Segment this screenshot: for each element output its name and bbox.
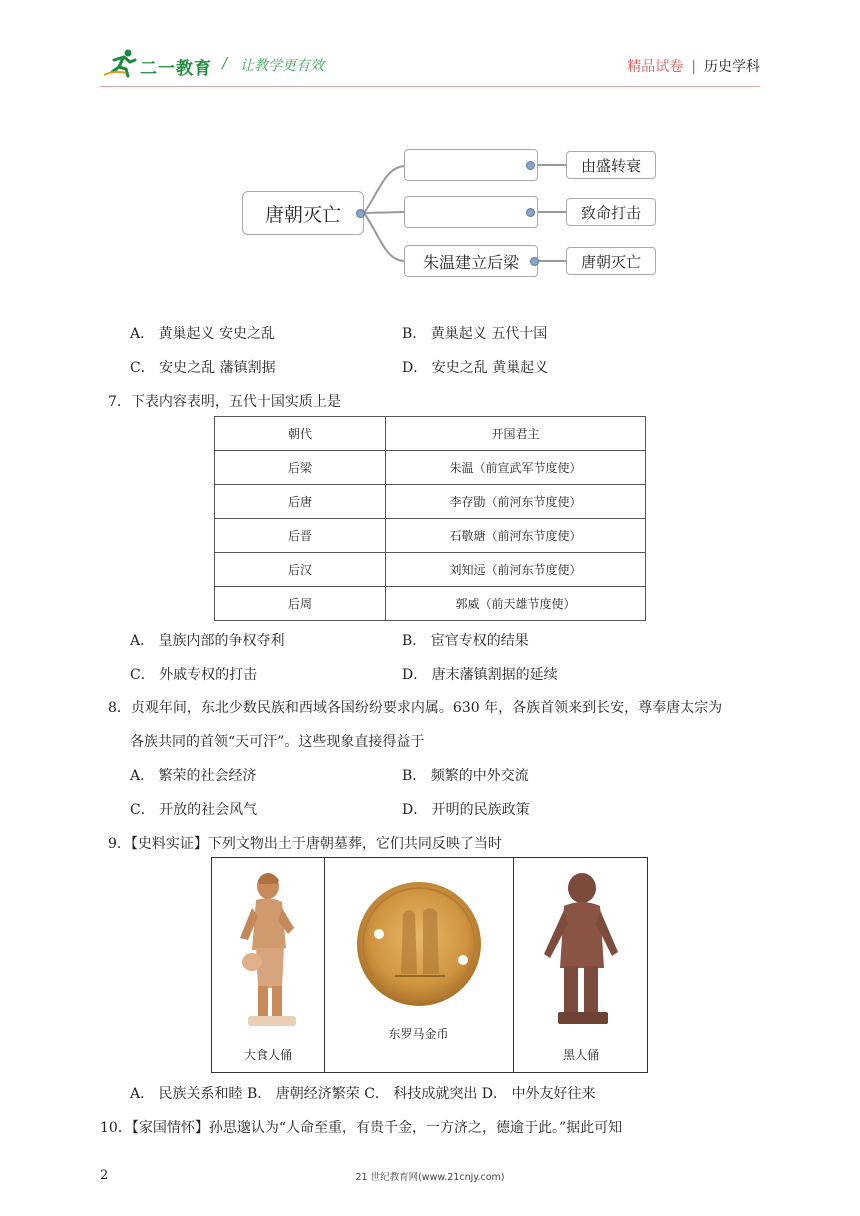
table-header-row	[215, 417, 646, 451]
artifact-caption: 大食人俑	[243, 1048, 292, 1062]
table-cell: 后唐	[215, 485, 386, 519]
q8-option-b: B． 频繁的中外交流	[402, 768, 529, 784]
artifact-panel	[211, 857, 648, 1073]
q9-stem: 9．【史料实证】下列文物出土于唐朝墓葬，它们共同反映了当时	[108, 836, 502, 852]
q6-option-d: D． 安史之乱 黄巢起义	[402, 360, 549, 376]
q8-stem-line2: 各族共同的首领“天可汗”。这些现象直接得益于	[130, 734, 425, 750]
table-row	[215, 519, 646, 553]
header-subject: 历史学科	[704, 59, 760, 75]
mindmap-right-1: 由盛转衰	[566, 151, 656, 179]
q6-option-c: C． 安史之乱 藩镇割据	[130, 360, 276, 376]
mindmap-mid-3: 朱温建立后梁	[404, 245, 538, 277]
table-cell: 后晋	[215, 519, 386, 553]
table-header-cell: 朝代	[215, 417, 386, 451]
table-row	[215, 553, 646, 587]
mindmap-mid-blank-2	[404, 196, 538, 228]
header-slash: /	[222, 54, 228, 72]
q7-option-a: A． 皇族内部的争权夺利	[130, 633, 285, 649]
q7-stem: 7．下表内容表明，五代十国实质上是	[108, 394, 341, 410]
dynasty-table	[214, 416, 646, 621]
byzantine-gold-coin-image	[353, 878, 485, 1010]
header-label: 精品试卷	[627, 59, 684, 75]
collapse-dot-icon	[526, 208, 535, 217]
q9-options: A． 民族关系和睦 B． 唐朝经济繁荣 C． 科技成就突出 D． 中外友好往来	[130, 1086, 596, 1102]
header-slogan: 让教学更有效	[240, 58, 324, 74]
mindmap-root: 唐朝灭亡	[242, 191, 364, 235]
table-cell: 后梁	[215, 451, 386, 485]
collapse-dot-icon	[530, 257, 539, 266]
table-cell: 李存勖（前河东节度使）	[386, 485, 646, 519]
q10-stem: 10．【家国情怀】孙思邈认为“人命至重，有贵千金，一方济之，德逾于此。”据此可知	[100, 1120, 623, 1136]
artifact-caption: 黑人俑	[562, 1048, 599, 1062]
table-row	[215, 587, 646, 621]
black-figurine-image	[534, 868, 634, 1038]
q8-stem-line1: 8．贞观年间，东北少数民族和西域各国纷纷要求内属。630 年，各族首领来到长安，尊奉唐太宗为	[108, 700, 723, 716]
table-header-cell: 开国君主	[386, 417, 646, 451]
table-cell: 石敬瑭（前河东节度使）	[386, 519, 646, 553]
footer-source: 21 世纪教育网(www.21cnjy.com)	[355, 1172, 505, 1183]
q8-option-d: D． 开明的民族政策	[402, 802, 530, 818]
q7-option-c: C． 外戚专权的打击	[130, 667, 258, 683]
mindmap-right-3: 唐朝灭亡	[566, 247, 656, 275]
table-row	[215, 485, 646, 519]
arab-figurine-image	[230, 868, 310, 1038]
table-cell: 后汉	[215, 553, 386, 587]
table-row	[215, 451, 646, 485]
header-separator: |	[691, 59, 696, 75]
table-cell: 郭威（前天雄节度使）	[386, 587, 646, 621]
mindmap-right-2: 致命打击	[566, 198, 656, 226]
q8-option-a: A． 繁荣的社会经济	[130, 768, 257, 784]
collapse-dot-icon	[526, 161, 535, 170]
table-cell: 后周	[215, 587, 386, 621]
q8-option-c: C． 开放的社会风气	[130, 802, 258, 818]
q6-option-b: B． 黄巢起义 五代十国	[402, 326, 548, 342]
table-cell: 朱温（前宣武军节度使）	[386, 451, 646, 485]
mindmap-mid-blank-1	[404, 149, 538, 181]
table-cell: 刘知远（前河东节度使）	[386, 553, 646, 587]
artifact-caption: 东罗马金币	[388, 1027, 449, 1041]
page-number: 2	[100, 1168, 109, 1183]
collapse-dot-icon	[356, 209, 365, 218]
logo-text: 二一教育	[140, 59, 212, 79]
q7-option-d: D． 唐末藩镇割据的延续	[402, 667, 558, 683]
q6-option-a: A． 黄巢起义 安史之乱	[130, 326, 276, 342]
q7-option-b: B． 宦官专权的结果	[402, 633, 529, 649]
panel-divider	[513, 858, 514, 1072]
